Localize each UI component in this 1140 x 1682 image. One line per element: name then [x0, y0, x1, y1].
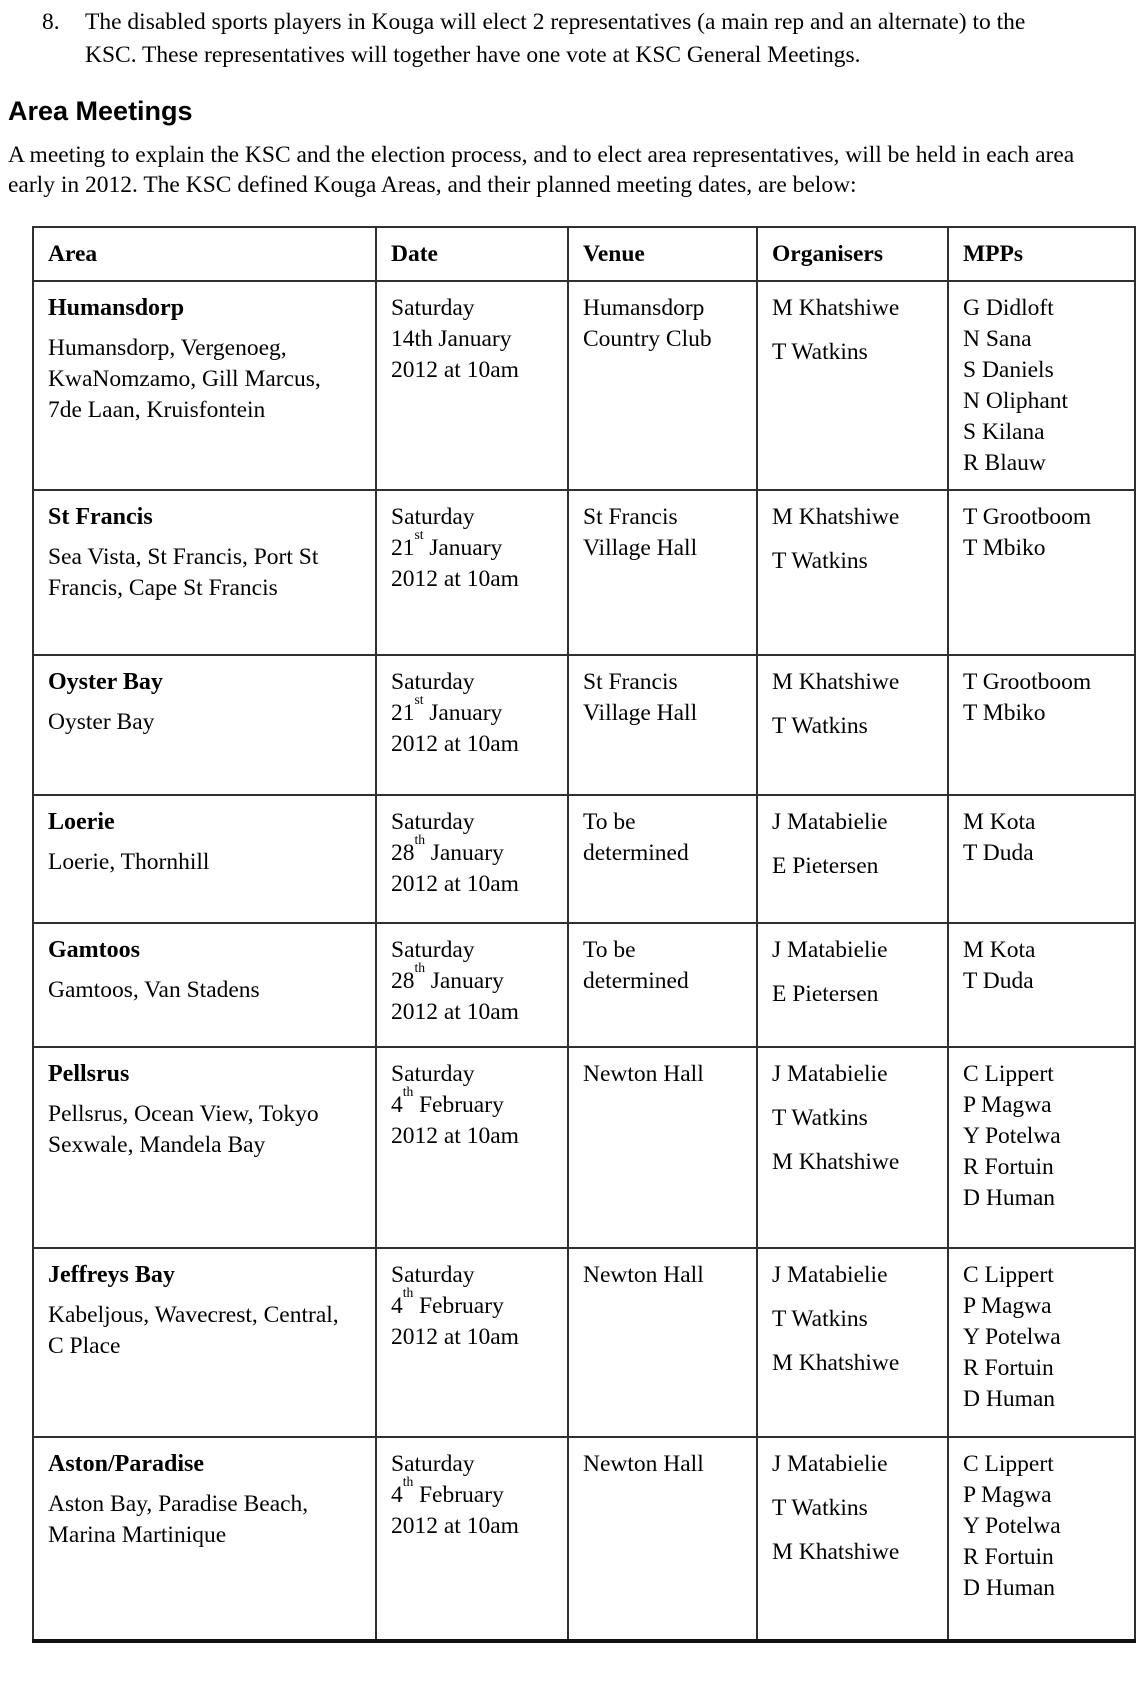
mpp-name: N Oliphant: [963, 388, 1069, 414]
organiser-name: T Watkins: [772, 713, 868, 739]
date-ordinal: th: [402, 1083, 414, 1099]
date-line: [391, 691, 551, 729]
date-month: February: [418, 1092, 504, 1118]
date-time: 2012 at 10am: [391, 1513, 519, 1539]
date-time: 2012 at 10am: [391, 1324, 519, 1350]
organisers-cell: [757, 1047, 948, 1248]
table-row: [33, 655, 1135, 795]
table-row: [33, 490, 1135, 655]
date-num: 4: [391, 1092, 403, 1118]
date-month: January: [430, 968, 504, 994]
table-header-row: [33, 227, 1135, 281]
date-month: January: [430, 840, 504, 866]
area-places: Gamtoos, Van Stadens: [48, 977, 260, 1003]
mpp-name: C Lippert: [963, 1262, 1054, 1288]
area-cell: [33, 923, 376, 1047]
table-row: [33, 281, 1135, 490]
organiser-name: J Matabielie: [772, 937, 888, 963]
area-meetings-table: [32, 226, 1136, 1643]
organisers-cell: [757, 281, 948, 490]
venue-cell: [568, 490, 757, 655]
mpps-cell: [948, 923, 1135, 1047]
mpp-name: P Magwa: [963, 1293, 1052, 1319]
organiser-name: M Khatshiwe: [772, 669, 900, 695]
column-header-area: Area: [33, 227, 376, 281]
date-line: [391, 831, 551, 869]
mpps-cell: [948, 655, 1135, 795]
date-line: [391, 324, 551, 355]
mpp-name: T Duda: [963, 840, 1034, 866]
area-cell: [33, 1047, 376, 1248]
mpps-cell: [948, 795, 1135, 923]
area-name: Gamtoos: [48, 937, 140, 963]
venue-cell: [568, 1437, 757, 1641]
area-places: Humansdorp, Vergenoeg, KwaNomzamo, Gill Marcus, 7de Laan, Kruisfontein: [48, 335, 321, 423]
date-day: Saturday: [391, 1262, 475, 1288]
venue-cell: [568, 923, 757, 1047]
venue-text: Humansdorp Country Club: [583, 295, 712, 352]
date-day: Saturday: [391, 809, 475, 835]
organisers-cell: [757, 795, 948, 923]
date-cell: [376, 1437, 568, 1641]
mpp-name: T Grootboom: [963, 504, 1092, 530]
mpp-name: T Mbiko: [963, 700, 1046, 726]
date-ordinal: st: [414, 691, 424, 707]
date-num: 21: [391, 535, 415, 561]
mpps-cell: [948, 1248, 1135, 1437]
list-item-number: 8.: [42, 9, 60, 35]
date-month: January: [438, 326, 512, 352]
mpp-name: Y Potelwa: [963, 1123, 1061, 1149]
area-places: Kabeljous, Wavecrest, Central, C Place: [48, 1302, 339, 1359]
organiser-name: E Pietersen: [772, 981, 879, 1007]
date-time: 2012 at 10am: [391, 871, 519, 897]
venue-text: Newton Hall: [583, 1262, 704, 1288]
date-day: Saturday: [391, 1061, 475, 1087]
table-row: [33, 795, 1135, 923]
mpp-name: R Blauw: [963, 450, 1046, 476]
venue-text: Newton Hall: [583, 1061, 704, 1087]
date-cell: [376, 490, 568, 655]
organiser-name: T Watkins: [772, 1306, 868, 1332]
date-month: January: [429, 535, 503, 561]
venue-text: To be determined: [583, 937, 689, 994]
date-ordinal: th: [402, 1284, 414, 1300]
area-name: Aston/Paradise: [48, 1451, 204, 1477]
date-ordinal: th: [414, 959, 426, 975]
date-cell: [376, 1047, 568, 1248]
organiser-name: T Watkins: [772, 1495, 868, 1521]
mpp-name: M Kota: [963, 937, 1036, 963]
mpp-name: D Human: [963, 1386, 1056, 1412]
organisers-cell: [757, 490, 948, 655]
organiser-name: J Matabielie: [772, 1262, 888, 1288]
mpps-cell: [948, 1047, 1135, 1248]
organiser-name: M Khatshiwe: [772, 1539, 900, 1565]
date-num: 14th: [391, 326, 433, 352]
date-time: 2012 at 10am: [391, 1123, 519, 1149]
mpp-name: C Lippert: [963, 1061, 1054, 1087]
column-header-mpps: MPPs: [948, 227, 1135, 281]
organiser-name: M Khatshiwe: [772, 1149, 900, 1175]
area-cell: [33, 795, 376, 923]
mpp-name: Y Potelwa: [963, 1324, 1061, 1350]
organisers-cell: [757, 923, 948, 1047]
organiser-name: M Khatshiwe: [772, 295, 900, 321]
date-num: 28: [391, 968, 415, 994]
table-row: [33, 923, 1135, 1047]
venue-text: St Francis Village Hall: [583, 669, 698, 726]
date-day: Saturday: [391, 937, 475, 963]
date-day: Saturday: [391, 504, 475, 530]
mpp-name: S Daniels: [963, 357, 1054, 383]
venue-cell: [568, 795, 757, 923]
mpp-name: P Magwa: [963, 1092, 1052, 1118]
date-line: [391, 1083, 551, 1121]
date-time: 2012 at 10am: [391, 999, 519, 1025]
date-month: February: [418, 1482, 504, 1508]
mpp-name: P Magwa: [963, 1482, 1052, 1508]
venue-cell: [568, 655, 757, 795]
mpp-name: N Sana: [963, 326, 1032, 352]
organisers-cell: [757, 1248, 948, 1437]
table-row: [33, 1248, 1135, 1437]
mpp-name: R Fortuin: [963, 1355, 1054, 1381]
table-row: [33, 1047, 1135, 1248]
area-places: Pellsrus, Ocean View, Tokyo Sexwale, Mandela Bay: [48, 1101, 319, 1158]
organiser-name: T Watkins: [772, 548, 868, 574]
date-time: 2012 at 10am: [391, 357, 519, 383]
venue-text: To be determined: [583, 809, 689, 866]
column-header-organisers: Organisers: [757, 227, 948, 281]
date-month: February: [418, 1293, 504, 1319]
date-line: [391, 959, 551, 997]
mpp-name: M Kota: [963, 809, 1036, 835]
numbered-list-item: [42, 6, 1132, 72]
date-num: 4: [391, 1293, 403, 1319]
mpp-name: C Lippert: [963, 1451, 1054, 1477]
date-cell: [376, 1248, 568, 1437]
date-line: [391, 1284, 551, 1322]
area-places: Oyster Bay: [48, 709, 155, 735]
date-line: [391, 1473, 551, 1511]
mpp-name: G Didloft: [963, 295, 1054, 321]
area-cell: [33, 281, 376, 490]
mpp-name: T Duda: [963, 968, 1034, 994]
list-item-text: The disabled sports players in Kouga will elect 2 representatives (a main rep and an alternate) to the KSC. These representatives will together have one vote at KSC General Meetings.: [85, 9, 1026, 68]
organiser-name: M Khatshiwe: [772, 504, 900, 530]
page-heading: Area Meetings: [8, 96, 193, 126]
area-cell: [33, 655, 376, 795]
date-cell: [376, 655, 568, 795]
date-time: 2012 at 10am: [391, 566, 519, 592]
area-cell: [33, 1437, 376, 1641]
mpp-name: T Grootboom: [963, 669, 1092, 695]
date-cell: [376, 281, 568, 490]
area-places: Loerie, Thornhill: [48, 849, 210, 875]
mpps-cell: [948, 490, 1135, 655]
area-cell: [33, 490, 376, 655]
date-line: [391, 526, 551, 564]
area-name: Oyster Bay: [48, 669, 163, 695]
intro-paragraph: A meeting to explain the KSC and the election process, and to elect area representatives, will be held in each area early in 2012. The KSC defined Kouga Areas, and their planned meeting dates, are below:: [8, 142, 1075, 198]
date-day: Saturday: [391, 295, 475, 321]
date-num: 21: [391, 700, 415, 726]
organiser-name: M Khatshiwe: [772, 1350, 900, 1376]
date-num: 28: [391, 840, 415, 866]
area-name: Loerie: [48, 809, 115, 835]
organiser-name: J Matabielie: [772, 1061, 888, 1087]
area-places: Aston Bay, Paradise Beach, Marina Martinique: [48, 1491, 309, 1548]
mpp-name: R Fortuin: [963, 1154, 1054, 1180]
venue-text: St Francis Village Hall: [583, 504, 698, 561]
mpp-name: T Mbiko: [963, 535, 1046, 561]
date-ordinal: th: [402, 1473, 414, 1489]
organisers-cell: [757, 1437, 948, 1641]
area-name: Jeffreys Bay: [48, 1262, 175, 1288]
mpp-name: D Human: [963, 1575, 1056, 1601]
mpps-cell: [948, 281, 1135, 490]
date-month: January: [429, 700, 503, 726]
venue-cell: [568, 1047, 757, 1248]
area-name: Pellsrus: [48, 1061, 130, 1087]
area-places: Sea Vista, St Francis, Port St Francis, Cape St Francis: [48, 544, 319, 601]
venue-cell: [568, 281, 757, 490]
date-ordinal: th: [414, 831, 426, 847]
date-cell: [376, 923, 568, 1047]
date-day: Saturday: [391, 669, 475, 695]
date-time: 2012 at 10am: [391, 731, 519, 757]
mpps-cell: [948, 1437, 1135, 1641]
mpp-name: Y Potelwa: [963, 1513, 1061, 1539]
column-header-date: Date: [376, 227, 568, 281]
mpp-name: S Kilana: [963, 419, 1045, 445]
venue-text: Newton Hall: [583, 1451, 704, 1477]
date-cell: [376, 795, 568, 923]
organiser-name: E Pietersen: [772, 853, 879, 879]
organisers-cell: [757, 655, 948, 795]
date-num: 4: [391, 1482, 403, 1508]
area-cell: [33, 1248, 376, 1437]
organiser-name: J Matabielie: [772, 1451, 888, 1477]
area-name: Humansdorp: [48, 295, 185, 321]
organiser-name: T Watkins: [772, 339, 868, 365]
mpp-name: D Human: [963, 1185, 1056, 1211]
organiser-name: T Watkins: [772, 1105, 868, 1131]
column-header-venue: Venue: [568, 227, 757, 281]
area-name: St Francis: [48, 504, 153, 530]
table-row: [33, 1437, 1135, 1641]
date-day: Saturday: [391, 1451, 475, 1477]
date-ordinal: st: [414, 526, 424, 542]
mpp-name: R Fortuin: [963, 1544, 1054, 1570]
organiser-name: J Matabielie: [772, 809, 888, 835]
venue-cell: [568, 1248, 757, 1437]
